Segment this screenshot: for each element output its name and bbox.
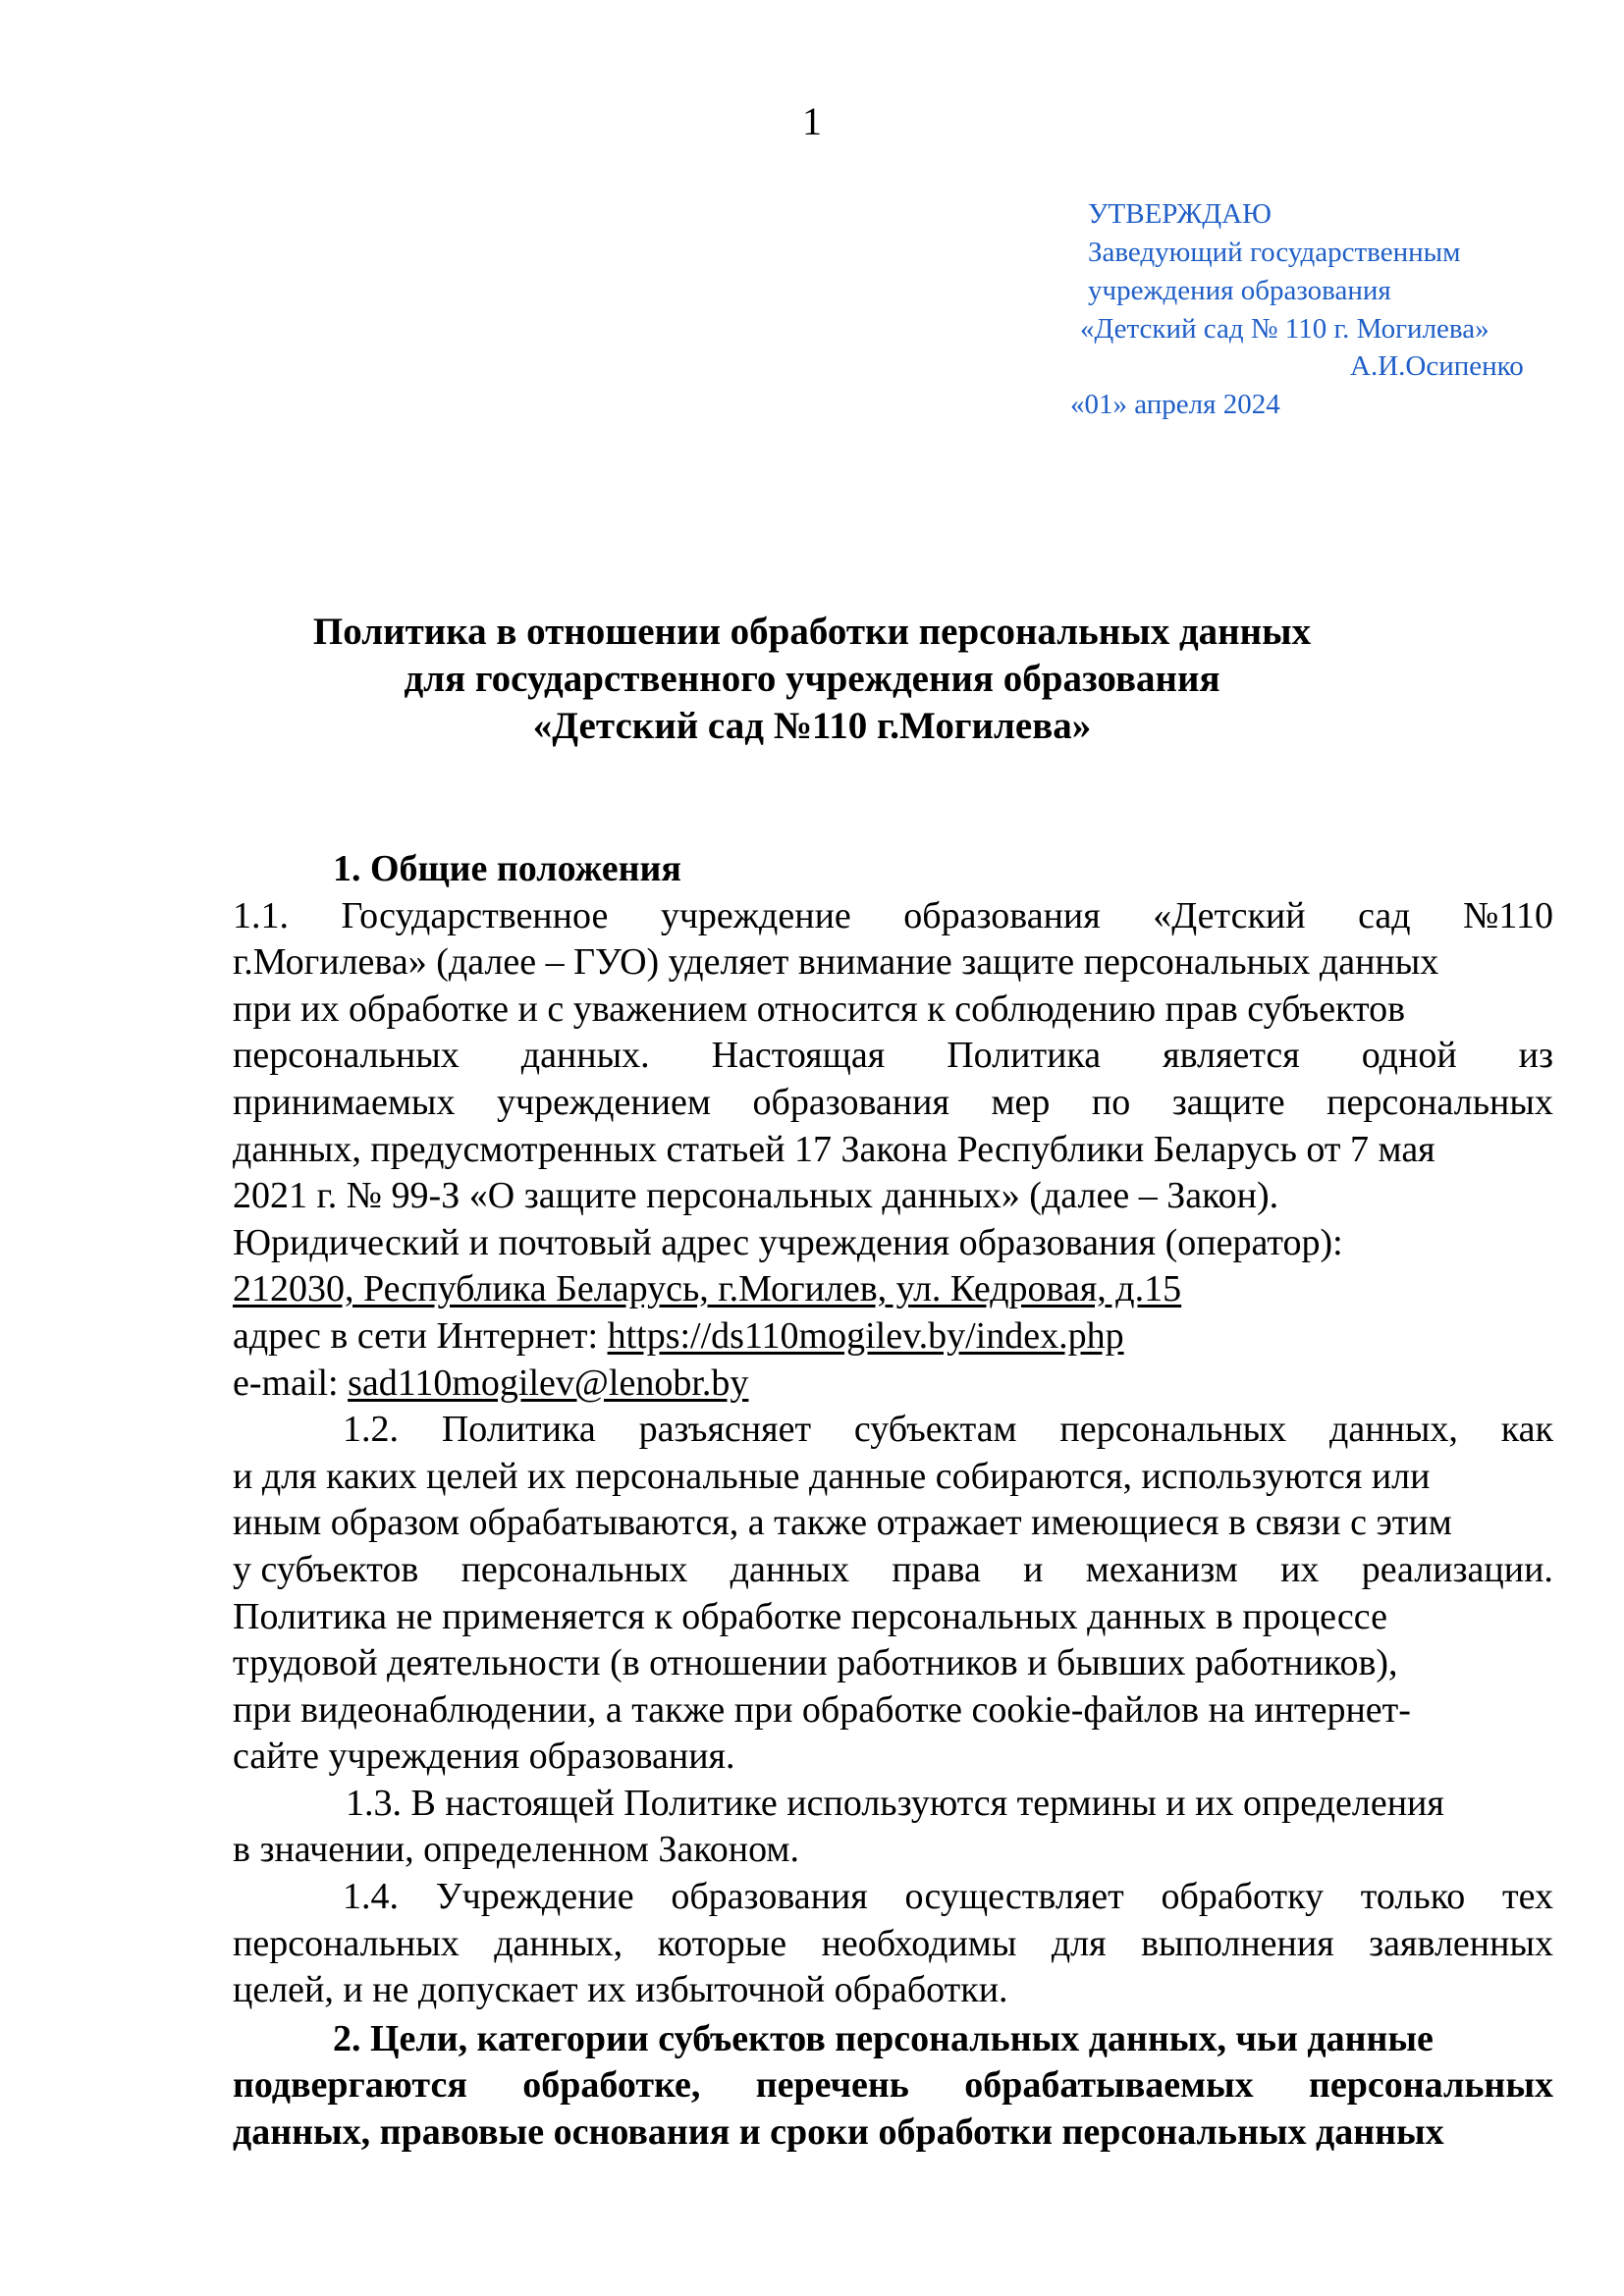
paragraph-line: Политика не применяется к обработке персональных данных в процессе <box>233 1595 1387 1637</box>
approval-stamp <box>1070 196 1591 432</box>
website-link[interactable]: https://ds110mogilev.by/index.php <box>607 1314 1124 1357</box>
section-2-heading <box>233 2016 1553 2157</box>
paragraph-line: при их обработке и с уважением относится к соблюдению прав субъектов <box>233 988 1406 1030</box>
approval-organization: «Детский сад № 110 г. Могилева» <box>1080 313 1489 345</box>
paragraph-line: 1.3. В настоящей Политике используются термины и их определения <box>346 1782 1444 1824</box>
paragraph-line: у субъектов персональных данных права и механизм их реализации. <box>233 1548 1553 1590</box>
paragraph-line: и для каких целей их персональные данные собираются, используются или <box>233 1455 1431 1497</box>
heading-line: данных, правовые основания и сроки обработки персональных данных <box>233 2111 1444 2154</box>
paragraph-line: иным образом обрабатываются, а также отражает имеющиеся в связи с этим <box>233 1502 1452 1544</box>
section-1-heading: 1. Общие положения <box>333 848 681 889</box>
address-label: Юридический и почтовый адрес учреждения образования (оператор): <box>233 1221 1343 1263</box>
paragraph-line: сайте учреждения образования. <box>233 1735 735 1778</box>
paragraph-1-3 <box>233 1781 1553 1874</box>
email-line <box>233 1361 1553 1408</box>
paragraph-line: при видеонаблюдении, а также при обработке cookie-файлов на интернет- <box>233 1688 1411 1731</box>
paragraph-line: данных, предусмотренных статьей 17 Закона Республики Беларусь от 7 мая <box>233 1128 1435 1170</box>
document-body <box>233 846 1553 2157</box>
paragraph-line: 2021 г. № 99-З «О защите персональных данных» (далее – Закон). <box>233 1175 1279 1217</box>
paragraph-1-2 <box>233 1407 1553 1781</box>
heading-line: 2. Цели, категории субъектов персональных данных, чьи данные <box>333 2017 1434 2059</box>
paragraph-line: 1.2. Политика разъясняет субъектам персональных данных, как <box>343 1409 1553 1451</box>
paragraph-line: 1.1. Государственное учреждение образования «Детский сад №110 <box>233 894 1553 936</box>
title-line-3: «Детский сад №110 г.Могилева» <box>532 705 1092 747</box>
paragraph-line: целей, и не допускает их избыточной обработки. <box>233 1969 1008 2011</box>
paragraph-line: трудовой деятельности (в отношении работников и бывших работников), <box>233 1642 1398 1684</box>
page-number: 1 <box>802 99 822 143</box>
paragraph-line: персональных данных. Настоящая Политика является одной из <box>233 1035 1553 1077</box>
document-title <box>0 609 1624 750</box>
paragraph-line: персональных данных, которые необходимы для выполнения заявленных <box>233 1922 1553 1964</box>
approval-date: «01» апреля 2024 <box>1070 389 1280 420</box>
approval-title: УТВЕРЖДАЮ <box>1088 198 1272 230</box>
heading-line: подвергаются обработке, перечень обрабатываемых персональных <box>233 2064 1553 2107</box>
email-link[interactable]: sad110mogilev@lenobr.by <box>348 1362 749 1404</box>
email-label: e-mail: <box>233 1362 349 1404</box>
approval-position: Заведующий государственным <box>1088 237 1461 268</box>
title-line-1: Политика в отношении обработки персональных данных <box>312 611 1312 653</box>
website-label: адрес в сети Интернет: <box>233 1314 608 1357</box>
paragraph-line: г.Могилева» (далее – ГУО) уделяет внимание защите персональных данных <box>233 941 1439 984</box>
paragraph-line: в значении, определенном Законом. <box>233 1829 799 1871</box>
paragraph-line: 1.4. Учреждение образования осуществляет обработку только тех <box>343 1876 1553 1918</box>
title-line-2: для государственного учреждения образования <box>404 658 1220 700</box>
paragraph-1-4 <box>233 1874 1553 2014</box>
website-line <box>233 1313 1553 1361</box>
approval-signatory: А.И.Осипенко <box>1350 350 1524 382</box>
paragraph-line: принимаемых учреждением образования мер по защите персональных <box>233 1081 1553 1123</box>
address-value: 212030, Республика Беларусь, г.Могилев, ул. Кедровая, д.15 <box>233 1268 1182 1310</box>
approval-position-cont: учреждения образования <box>1088 275 1391 306</box>
paragraph-1-1 <box>233 893 1553 1220</box>
